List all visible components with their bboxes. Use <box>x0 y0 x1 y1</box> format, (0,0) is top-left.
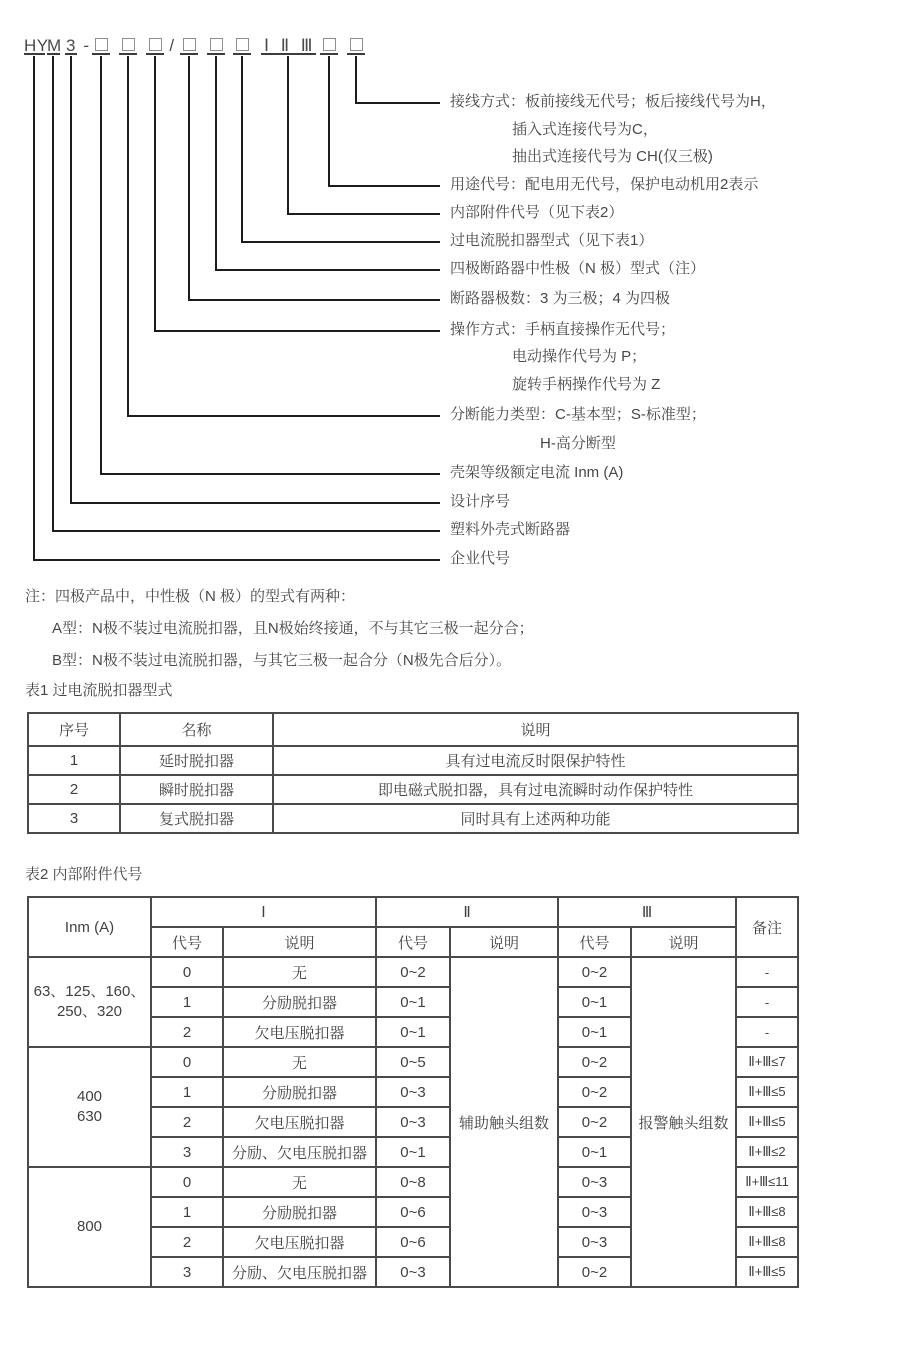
code-letter-m: M <box>47 36 62 55</box>
table-cell: 0~3 <box>558 1167 631 1197</box>
table2-subheader-desc: 说明 <box>450 927 558 957</box>
table-cell: 3 <box>151 1137 223 1167</box>
table-cell: 0~3 <box>376 1077 450 1107</box>
table1-header-seq: 序号 <box>28 713 120 746</box>
callout-wiring-line3: 抽出式连接代号为 CH(仅三极) <box>512 148 713 165</box>
table-cell: 无 <box>223 1047 376 1077</box>
table2-header-group2: Ⅱ <box>376 897 558 927</box>
callout-design-serial: 设计序号 <box>450 493 511 510</box>
table-cell: 无 <box>223 957 376 987</box>
note-type-b: B型：N极不装过电流脱扣器，与其它三极一起合分（N极先合后分）。 <box>52 652 512 669</box>
remark-cell: Ⅱ+Ⅲ≤8 <box>736 1197 798 1227</box>
remark-cell: - <box>736 1017 798 1047</box>
code-box-3 <box>146 37 164 55</box>
table-cell: 0~1 <box>376 987 450 1017</box>
inm-line: 800 <box>76 1218 103 1235</box>
table-cell: 1 <box>151 1197 223 1227</box>
code-box-square <box>95 38 108 51</box>
connector-line-usage <box>329 56 440 186</box>
connector-line-company <box>34 56 440 560</box>
callout-operation-line2: 电动操作代号为 P； <box>512 348 647 365</box>
remark-cell: Ⅱ+Ⅲ≤8 <box>736 1227 798 1257</box>
connector-line-mccb <box>53 56 440 531</box>
table-cell: 0~8 <box>376 1167 450 1197</box>
connector-line-frame <box>101 56 440 474</box>
connector-line-release <box>242 56 440 242</box>
callout-poles: 断路器极数：3 为三极；4 为四极 <box>450 290 671 307</box>
inm-line: 250、320 <box>56 1003 123 1020</box>
table1-title: 表1 过电流脱扣器型式 <box>25 682 173 699</box>
code-letter-hy: HY <box>24 36 49 55</box>
table-cell: 0~6 <box>376 1227 450 1257</box>
connector-line-design <box>71 56 440 503</box>
table-cell: 0~2 <box>558 1077 631 1107</box>
table2-header-group3: Ⅲ <box>558 897 736 927</box>
callout-operation-line1: 操作方式：手柄直接操作无代号； <box>450 321 676 338</box>
table-cell: 分励脱扣器 <box>223 1197 376 1227</box>
table2-title: 表2 内部附件代号 <box>25 866 143 883</box>
table-cell: 0 <box>151 1167 223 1197</box>
code-slash: / <box>169 36 175 55</box>
table-cell: 0~1 <box>376 1017 450 1047</box>
table1-row <box>28 775 798 804</box>
code-box-1 <box>92 37 110 55</box>
code-box-square <box>122 38 135 51</box>
table-cell: 0 <box>151 1047 223 1077</box>
table-cell: 0~2 <box>558 1257 631 1287</box>
table-cell: 欠电压脱扣器 <box>223 1017 376 1047</box>
code-box-square <box>149 38 162 51</box>
table1-header-desc: 说明 <box>273 713 798 746</box>
remark-cell: Ⅱ+Ⅲ≤7 <box>736 1047 798 1077</box>
connector-line-breaking <box>128 56 440 416</box>
inm-line: 630 <box>76 1108 103 1125</box>
table-cell: 0~1 <box>376 1137 450 1167</box>
aux-contacts-cell: 辅助触头组数 <box>450 957 558 1287</box>
table-cell: 瞬时脱扣器 <box>120 775 273 804</box>
table-cell: 0~2 <box>376 957 450 987</box>
table-cell: 0~1 <box>558 987 631 1017</box>
remark-cell: Ⅱ+Ⅲ≤2 <box>736 1137 798 1167</box>
table-cell: 即电磁式脱扣器，具有过电流瞬时动作保护特性 <box>273 775 798 804</box>
table-cell: 3 <box>28 804 120 833</box>
table-cell: 欠电压脱扣器 <box>223 1107 376 1137</box>
callout-frame-current: 壳架等级额定电流 Inm (A) <box>450 464 624 481</box>
table-cell: 0~6 <box>376 1197 450 1227</box>
table-cell: 延时脱扣器 <box>120 746 273 775</box>
table-cell: 0~3 <box>558 1197 631 1227</box>
table-cell: 具有过电流反时限保护特性 <box>273 746 798 775</box>
code-digit-3: 3 <box>66 36 76 55</box>
table-cell: 同时具有上述两种功能 <box>273 804 798 833</box>
table-cell: 0~3 <box>376 1257 450 1287</box>
roman-numeral-2: Ⅱ <box>280 36 290 55</box>
callout-operation-line3: 旋转手柄操作代号为 Z <box>512 376 661 393</box>
table2-header-group1: Ⅰ <box>151 897 376 927</box>
table2-header-inm: Inm (A) <box>28 897 151 957</box>
callout-usage: 用途代号：配电用无代号，保护电动机用2表示 <box>450 176 759 193</box>
roman-numeral-3: Ⅲ <box>300 36 313 55</box>
table-cell: 1 <box>28 746 120 775</box>
remark-cell: Ⅱ+Ⅲ≤11 <box>736 1167 798 1197</box>
callout-breaking-line1: 分断能力类型：C-基本型；S-标准型； <box>450 406 706 423</box>
table-cell: 分励脱扣器 <box>223 987 376 1017</box>
inm-cell-group1 <box>28 957 151 1047</box>
table-cell: 0~2 <box>558 1047 631 1077</box>
table-cell: 分励脱扣器 <box>223 1077 376 1107</box>
code-box-7 <box>320 37 338 55</box>
code-dash: - <box>83 36 90 55</box>
code-box-square <box>183 38 196 51</box>
table1-release-types <box>27 712 799 834</box>
table-cell: 1 <box>151 1077 223 1107</box>
code-roman-group <box>261 37 316 55</box>
callout-wiring-line2: 插入式连接代号为C， <box>512 121 658 138</box>
table-cell: 欠电压脱扣器 <box>223 1227 376 1257</box>
table-cell: 分励、欠电压脱扣器 <box>223 1257 376 1287</box>
remark-cell: Ⅱ+Ⅲ≤5 <box>736 1107 798 1137</box>
callout-mccb: 塑料外壳式断路器 <box>450 521 571 538</box>
table1-header-name: 名称 <box>120 713 273 746</box>
callout-accessory: 内部附件代号（见下表2） <box>450 204 624 221</box>
table-cell: 2 <box>151 1227 223 1257</box>
table2-subheader-desc: 说明 <box>631 927 736 957</box>
table-cell: 0~3 <box>376 1107 450 1137</box>
connector-line-accessory <box>288 56 440 214</box>
table-cell: 0 <box>151 957 223 987</box>
alarm-contacts-cell: 报警触头组数 <box>631 957 736 1287</box>
code-box-square <box>236 38 249 51</box>
table2-subheader-code: 代号 <box>376 927 450 957</box>
connector-line-poles <box>189 56 440 300</box>
callout-neutral-type: 四极断路器中性极（N 极）型式（注） <box>450 260 706 277</box>
table-cell: 2 <box>28 775 120 804</box>
code-box-6 <box>233 37 251 55</box>
remark-cell: Ⅱ+Ⅲ≤5 <box>736 1257 798 1287</box>
connector-line-neutral <box>216 56 440 270</box>
code-box-square <box>210 38 223 51</box>
table-cell: 0~1 <box>558 1017 631 1047</box>
inm-line: 400 <box>76 1088 103 1105</box>
table1-row <box>28 746 798 775</box>
table2-subheader-code: 代号 <box>151 927 223 957</box>
table-cell: 0~1 <box>558 1137 631 1167</box>
callout-breaking-line2: H-高分断型 <box>540 435 616 452</box>
note-title: 注：四极产品中，中性极（N 极）的型式有两种： <box>25 588 356 605</box>
table-cell: 0~3 <box>558 1227 631 1257</box>
table2-subheader-code: 代号 <box>558 927 631 957</box>
connector-line-operation <box>155 56 440 331</box>
table-cell: 2 <box>151 1107 223 1137</box>
table-cell: 2 <box>151 1017 223 1047</box>
table2-header-row1 <box>28 897 798 927</box>
table1-row <box>28 804 798 833</box>
table-cell: 0~2 <box>558 1107 631 1137</box>
callout-release-type: 过电流脱扣器型式（见下表1） <box>450 232 654 249</box>
code-box-4 <box>180 37 198 55</box>
remark-cell: - <box>736 987 798 1017</box>
remark-cell: Ⅱ+Ⅲ≤5 <box>736 1077 798 1107</box>
note-type-a: A型：N极不装过电流脱扣器，且N极始终接通，不与其它三极一起分合； <box>52 620 534 637</box>
inm-cell-group3 <box>28 1167 151 1287</box>
remark-cell: - <box>736 957 798 987</box>
connector-line-wiring <box>356 56 440 103</box>
inm-line: 63、125、160、 <box>33 983 146 1000</box>
table2-subheader-desc: 说明 <box>223 927 376 957</box>
table-cell: 0~2 <box>558 957 631 987</box>
code-box-square <box>350 38 363 51</box>
table2-header-remark: 备注 <box>736 897 798 957</box>
table-cell: 3 <box>151 1257 223 1287</box>
table-cell: 0~5 <box>376 1047 450 1077</box>
callout-company-code: 企业代号 <box>450 550 511 567</box>
table2-internal-accessories <box>27 896 799 1288</box>
table-cell: 复式脱扣器 <box>120 804 273 833</box>
table-cell: 分励、欠电压脱扣器 <box>223 1137 376 1167</box>
table-cell: 无 <box>223 1167 376 1197</box>
code-box-5 <box>207 37 225 55</box>
code-box-2 <box>119 37 137 55</box>
inm-cell-group2 <box>28 1047 151 1167</box>
roman-numeral-1: Ⅰ <box>264 36 270 55</box>
code-box-square <box>323 38 336 51</box>
table2-row <box>28 957 798 987</box>
callout-wiring-line1: 接线方式：板前接线无代号；板后接线代号为H， <box>450 93 776 110</box>
table-cell: 1 <box>151 987 223 1017</box>
code-box-8 <box>347 37 365 55</box>
table1-header-row <box>28 713 798 746</box>
